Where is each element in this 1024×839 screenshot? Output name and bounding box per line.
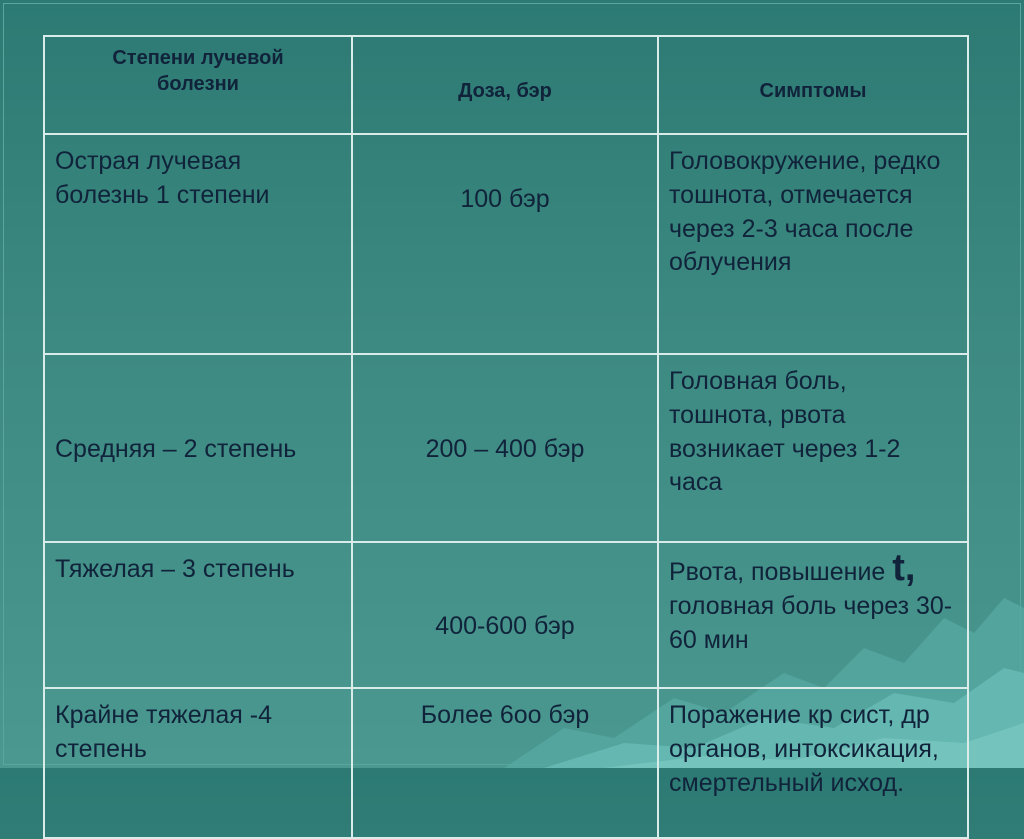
symptoms-cell: Головокружение, редко тошнота, отмечается через 2-3 часа после облучения <box>658 134 968 354</box>
temperature-symbol: t, <box>892 547 916 589</box>
symptoms-rest: головная боль через 30-60 мин <box>669 591 953 654</box>
header-dose: Доза, бэр <box>352 36 658 134</box>
dose-cell: Более 6оо бэр <box>352 688 658 838</box>
radiation-sickness-table <box>43 35 969 839</box>
table-row <box>44 354 968 542</box>
dose-cell: 100 бэр <box>352 134 658 354</box>
header-symptoms: Симптомы <box>658 36 968 134</box>
degree-cell: Крайне тяжелая -4 степень <box>44 688 352 838</box>
degree-cell: Средняя – 2 степень <box>44 354 352 542</box>
header-degree: Степени лучевой болезни <box>44 36 352 134</box>
table-header-row <box>44 36 968 134</box>
dose-cell: 400-600 бэр <box>352 542 658 688</box>
table-row <box>44 542 968 688</box>
table-row <box>44 688 968 838</box>
dose-cell: 200 – 400 бэр <box>352 354 658 542</box>
table-row <box>44 134 968 354</box>
degree-cell: Тяжелая – 3 степень <box>44 542 352 688</box>
symptoms-cell: Поражение кр сист, др органов, интоксикация, смертельный исход. <box>658 688 968 838</box>
degree-cell: Острая лучевая болезнь 1 степени <box>44 134 352 354</box>
symptoms-cell: Головная боль, тошнота, рвота возникает через 1-2 часа <box>658 354 968 542</box>
symptoms-lead: Рвота, повышение <box>669 558 886 586</box>
symptoms-cell <box>658 542 968 688</box>
